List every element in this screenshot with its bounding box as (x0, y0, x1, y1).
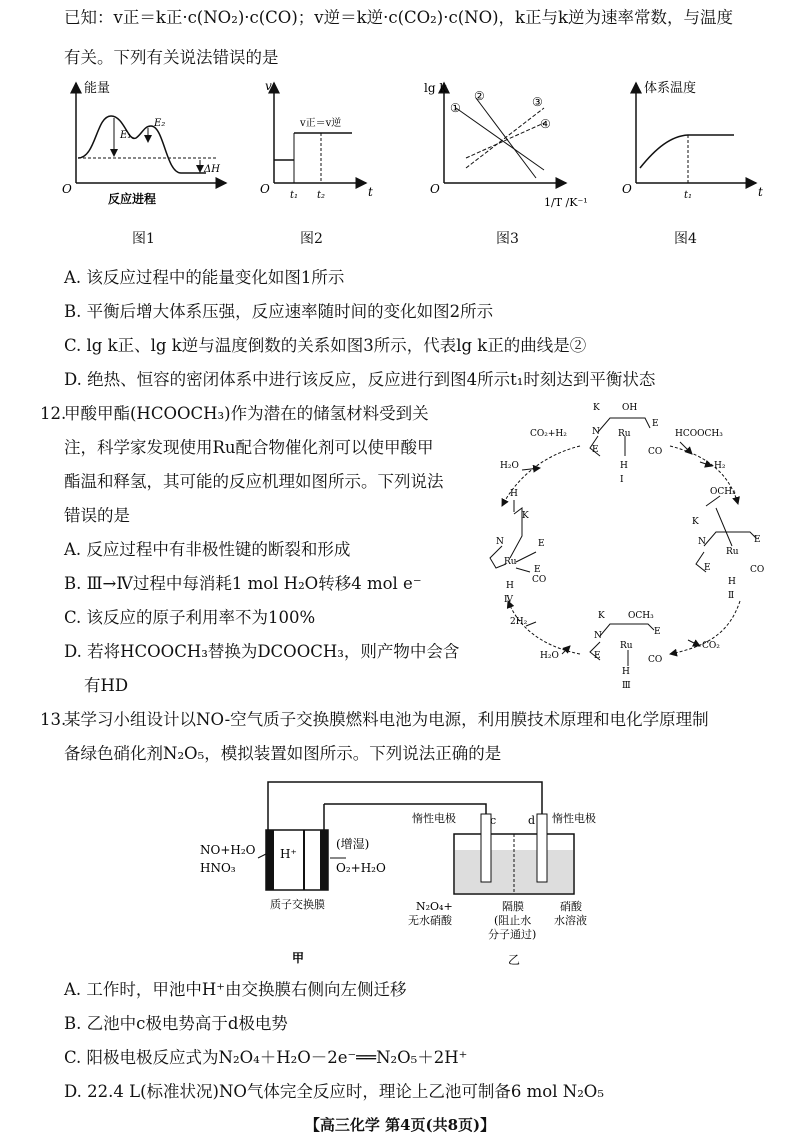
q13-apparatus-diagram (196, 774, 646, 974)
fig2-t2: t₂ (317, 190, 326, 201)
figure-2 (260, 79, 373, 201)
fig1-e1: E₁ (120, 130, 132, 141)
svg-text:K: K (522, 511, 529, 521)
label-co2-h2: CO₂+H₂ (530, 429, 567, 439)
fig3-origin: O (430, 182, 440, 196)
svg-text:E: E (592, 445, 599, 455)
label-yi: 乙 (508, 953, 521, 967)
fig1-caption: 图1 (132, 231, 155, 247)
fig2-caption: 图2 (300, 231, 323, 247)
q12-line2: 注，科学家发现使用Ru配合物催化剂可以使甲酸甲 (64, 438, 434, 457)
svg-text:Ru: Ru (620, 641, 633, 651)
q11-option-b: B. 平衡后增大体系压强，反应速率随时间的变化如图2所示 (64, 302, 494, 321)
fig4-caption: 图4 (674, 231, 697, 247)
svg-text:Ⅲ: Ⅲ (622, 681, 631, 691)
q12-option-a: A. 反应过程中有非极性键的断裂和形成 (64, 540, 351, 559)
svg-text:E: E (534, 565, 541, 575)
label-sep2: (阻止水 (494, 914, 532, 927)
svg-text:CO: CO (648, 447, 663, 457)
svg-text:CO: CO (750, 565, 765, 575)
fig1-dh: ΔH (204, 164, 220, 175)
svg-text:H: H (506, 581, 514, 591)
q13-option-a: A. 工作时，甲池中H⁺由交换膜右侧向左侧迁移 (64, 980, 407, 999)
svg-text:E: E (754, 535, 761, 545)
label-hcooch3: HCOOCH₃ (675, 429, 723, 439)
svg-text:E: E (652, 419, 659, 429)
figure-3 (424, 81, 588, 209)
svg-text:Ru: Ru (618, 429, 631, 439)
svg-text:N: N (698, 537, 706, 547)
label-hno3a: 硝酸 (560, 900, 582, 913)
svg-text:H: H (510, 489, 518, 499)
fig2-ylabel: v (265, 79, 272, 93)
q11-option-c: C. lg k正、lg k逆与温度倒数的关系如图3所示，代表lg k正的曲线是② (64, 336, 587, 355)
q11-figures (56, 78, 776, 248)
label-c: c (490, 814, 497, 827)
q13-number: 13. (40, 710, 67, 729)
fig2-t1: t₁ (290, 190, 299, 201)
q13-line1: 某学习小组设计以NO-空气质子交换膜燃料电池为电源，利用膜技术原理和电化学原理制 (64, 710, 709, 729)
svg-text:K: K (593, 403, 600, 413)
label-co2: CO₂ (702, 641, 720, 651)
fig3-curve4: ④ (540, 117, 551, 131)
svg-text:Ru: Ru (504, 557, 517, 567)
label-wet: (增湿) (336, 837, 370, 851)
fig1-xlabel: 反应进程 (108, 192, 157, 206)
svg-text:Ⅰ: Ⅰ (620, 475, 624, 485)
complex-2 (692, 487, 764, 601)
fig3-curve1: ① (450, 101, 461, 115)
label-inert-2: 惰性电极 (552, 812, 596, 825)
fig3-curve2: ② (474, 89, 485, 103)
fig1-ylabel: 能量 (84, 81, 111, 96)
fig4-t1: t₁ (684, 190, 693, 201)
svg-text:CO: CO (648, 655, 663, 665)
fig3-ylabel: lg k (424, 81, 447, 95)
fig3-xlabel: 1/T /K⁻¹ (544, 196, 588, 209)
svg-text:H: H (622, 667, 630, 677)
svg-text:E: E (594, 651, 601, 661)
figure-4 (622, 80, 763, 201)
svg-text:E: E (538, 539, 545, 549)
label-membrane: 质子交换膜 (270, 898, 325, 911)
label-2h2: 2H₂ (510, 617, 528, 627)
label-sep3: 分子通过) (488, 928, 537, 941)
q13-line2: 备绿色硝化剂N₂O₅，模拟装置如图所示。下列说法正确的是 (64, 744, 502, 763)
q12-option-c: C. 该反应的原子利用率不为100% (64, 608, 316, 627)
page-footer: 【高三化学 第4页(共8页)】 (304, 1116, 496, 1134)
q13-option-d: D. 22.4 L(标准状况)NO气体完全反应时，理论上乙池可制备6 mol N₂O₅ (64, 1082, 604, 1101)
complex-4 (490, 489, 546, 605)
svg-text:N: N (496, 537, 504, 547)
q11-option-a: A. 该反应过程中的能量变化如图1所示 (64, 268, 345, 287)
svg-text:E: E (654, 627, 661, 637)
label-h2: H₂ (714, 461, 726, 471)
label-right-in: O₂+H₂O (336, 861, 386, 875)
fig1-origin: O (62, 182, 72, 196)
q12-option-b: B. Ⅲ→Ⅳ过程中每消耗1 mol H₂O转移4 mol e⁻ (64, 574, 422, 593)
svg-text:OCH₃: OCH₃ (628, 611, 654, 621)
svg-text:N: N (594, 631, 602, 641)
label-hno3b: 水溶液 (554, 914, 587, 927)
svg-text:OH: OH (622, 403, 638, 413)
label-h2o: H₂O (500, 461, 519, 471)
figure-1 (62, 80, 226, 206)
q11-option-d: D. 绝热、恒容的密闭体系中进行该反应，反应进行到图4所示t₁时刻达到平衡状态 (64, 370, 656, 389)
fig2-origin: O (260, 182, 270, 196)
label-left-out: HNO₃ (200, 861, 236, 875)
q13-option-b: B. 乙池中c极电势高于d极电势 (64, 1014, 288, 1033)
svg-text:K: K (598, 611, 605, 621)
fig4-xlabel: t (758, 185, 763, 199)
label-d: d (528, 814, 536, 827)
complex-3 (590, 611, 662, 691)
fig1-e2: E₂ (154, 118, 166, 129)
label-sep1: 隔膜 (502, 900, 524, 913)
svg-text:Ⅳ: Ⅳ (504, 595, 513, 605)
q12-line3: 酯温和释氢，其可能的反应机理如图所示。下列说法 (64, 472, 444, 491)
q11-stem-line2: 有关。下列有关说法错误的是 (64, 48, 279, 67)
label-jia: 甲 (292, 951, 305, 965)
label-left-in: NO+H₂O (200, 843, 256, 857)
label-hplus: H⁺ (280, 847, 297, 861)
complex-1 (590, 403, 662, 485)
svg-text:H: H (728, 577, 736, 587)
q12-number: 12. (40, 404, 67, 423)
label-n2o4: N₂O₄+ (416, 900, 453, 913)
fig2-eq: v正＝v逆 (300, 118, 342, 129)
svg-text:H: H (620, 461, 628, 471)
label-inert-1: 惰性电极 (412, 812, 456, 825)
fig3-curve3: ③ (532, 95, 543, 109)
fig4-origin: O (622, 182, 632, 196)
svg-text:N: N (592, 427, 600, 437)
q11-stem-line1: 已知：v正＝k正·c(NO₂)·c(CO)；v逆＝k逆·c(CO₂)·c(NO)，k正与k逆为速率常数，与温度 (64, 8, 734, 27)
q12-line1: 甲酸甲酯(HCOOCH₃)作为潜在的储氢材料受到关 (64, 404, 429, 423)
svg-text:Ⅱ: Ⅱ (728, 591, 735, 601)
svg-text:E: E (704, 563, 711, 573)
fig4-ylabel: 体系温度 (644, 81, 697, 96)
svg-text:OCH₃: OCH₃ (710, 487, 736, 497)
q13-option-c: C. 阳极电极反应式为N₂O₄＋H₂O－2e⁻══N₂O₅＋2H⁺ (64, 1048, 468, 1067)
fig2-xlabel: t (368, 185, 373, 199)
fig3-caption: 图3 (496, 231, 519, 247)
svg-text:CO: CO (532, 575, 547, 585)
q12-mechanism-diagram (470, 396, 790, 696)
q12-option-d: D. 若将HCOOCH₃替换为DCOOCH₃，则产物中会含 (64, 642, 460, 661)
q12-line4: 错误的是 (64, 506, 130, 525)
label-anhydrous: 无水硝酸 (408, 914, 452, 927)
label-h2o-b: H₂O (540, 651, 559, 661)
svg-text:K: K (692, 517, 699, 527)
svg-text:Ru: Ru (726, 547, 739, 557)
q12-option-d-cont: 有HD (84, 676, 129, 695)
